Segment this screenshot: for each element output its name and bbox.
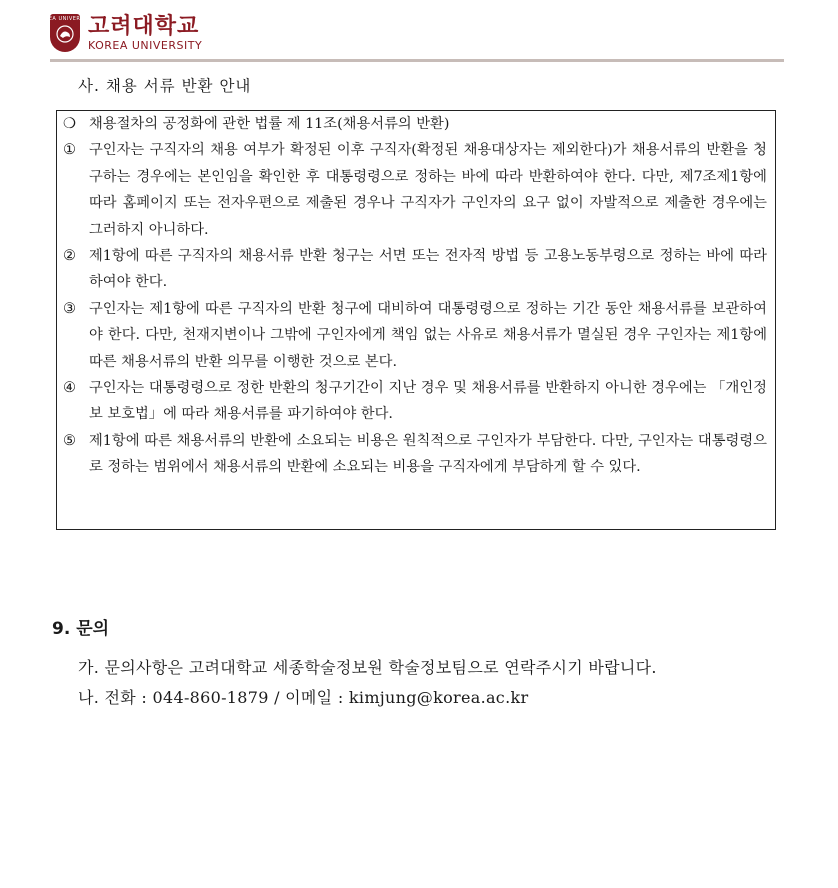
tiger-emblem-icon <box>55 24 75 44</box>
circle-bullet-icon: ❍ <box>63 116 76 132</box>
clause-number: ④ <box>63 380 76 397</box>
header-divider <box>50 59 784 62</box>
university-wordmark <box>88 15 202 52</box>
clause-text: 제1항에 따른 구직자의 채용서류 반환 청구는 서면 또는 전자적 방법 등 고용노동부령으로 정하는 바에 따라 하여야 한다. <box>89 248 767 291</box>
inquiry-line-1: 가. 문의사항은 고려대학교 세종학술정보원 학술정보팀으로 연락주시기 바랍니다. <box>78 658 657 677</box>
clause-number: ② <box>63 248 76 265</box>
university-header <box>36 10 203 56</box>
law-article-title-text: 채용절차의 공정화에 관한 법률 제 11조(채용서류의 반환) <box>89 116 450 132</box>
university-name-english: KOREA UNIVERSITY <box>88 38 203 52</box>
section-title: 사. 채용 서류 반환 안내 <box>78 77 252 95</box>
law-article-box <box>56 110 776 530</box>
law-article-title <box>63 111 767 137</box>
clause-text: 구인자는 제1항에 따른 구직자의 반환 청구에 대비하여 대통령령으로 정하는 기간 동안 채용서류를 보관하여야 한다. 다만, 천재지변이나 그밖에 구인자에게 책임 없는 사유로 채용서류가 멸실된 경우 구인자는 제1항에 따른 채용서류의 반환 의무를 이행한 것으로 본다. <box>89 300 767 370</box>
clause-text: 구인자는 구직자의 채용 여부가 확정된 이후 구직자(확정된 채용대상자는 제외한다)가 채용서류의 반환을 청구하는 경우에는 본인임을 확인한 후 대통령령으로 정하는 바에 따라 반환하여야 한다. 다만, 제7조제1항에 따라 홈페이지 또는 전자우편으로 제출된 경우나 구직자가 구인자의 요구 없이 자발적으로 제출한 경우에는 그러하지 아니하다. <box>89 142 767 238</box>
clause-number: ① <box>63 142 76 159</box>
law-clause-1 <box>63 137 767 243</box>
law-clause-2 <box>63 243 767 296</box>
seal-lettering: KOREA UNIVERSITY <box>36 16 94 22</box>
clause-text: 구인자는 대통령령으로 정한 반환의 청구기간이 지난 경우 및 채용서류를 반환하지 아니한 경우에는 「개인정보 보호법」에 따라 채용서류를 파기하여야 한다. <box>89 380 767 423</box>
clause-number: ⑤ <box>63 432 76 449</box>
clause-text: 제1항에 따른 채용서류의 반환에 소요되는 비용은 원칙적으로 구인자가 부담한다. 다만, 구인자는 대통령령으로 정하는 범위에서 채용서류의 반환에 소요되는 비용을 구직자에게 부담하게 할 수 있다. <box>89 432 767 476</box>
law-clause-5 <box>63 428 767 481</box>
clause-number: ③ <box>63 300 76 317</box>
inquiry-heading: 9. 문의 <box>52 619 110 639</box>
law-clause-3 <box>63 296 767 375</box>
university-name-korean: 고려대학교 <box>88 13 200 39</box>
university-seal-logo <box>36 14 94 52</box>
inquiry-contact-info: 나. 전화 : 044-860-1879 / 이메일 : kimjung@korea.ac.kr <box>78 688 529 707</box>
law-clause-4 <box>63 375 767 428</box>
